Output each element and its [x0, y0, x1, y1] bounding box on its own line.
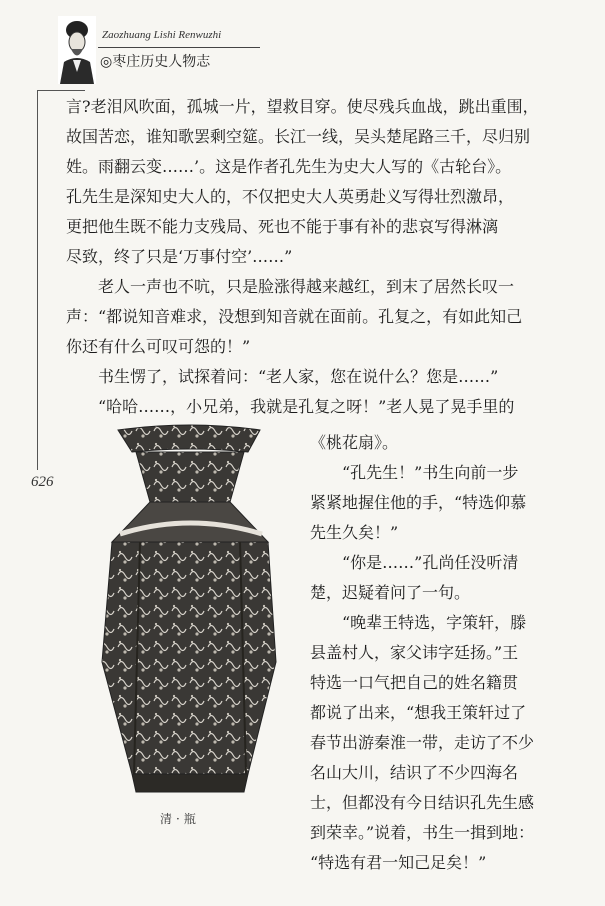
text-line: “你是……”孔尚任没听清	[342, 553, 519, 572]
side-text	[310, 428, 578, 878]
margin-vertical-rule	[37, 90, 38, 470]
text-line: 老人一声也不吭，只是脸涨得越来越红，到末了居然长叹一	[98, 277, 515, 296]
text-line: 言?老泪风吹面，孤城一片，望救目穿。使尽残兵血战，跳出重围，	[66, 97, 539, 116]
text-line: 更把他生既不能力支残局、死也不能于事有补的悲哀写得淋漓	[66, 217, 499, 236]
header-rule	[98, 47, 260, 48]
text-line: 故国苦恋，谁知歌罢剩空筵。长江一线，吴头楚尾路三千，尽归别	[66, 127, 531, 146]
text-line: 声：“都说知音难求，没想到知音就在面前。孔复之，有如此知己	[66, 307, 523, 326]
text-line: 特选一口气把自己的姓名籍贯	[310, 673, 519, 692]
text-line: 孔先生是深知史大人的，不仅把史大人英勇赴义写得壮烈激昂，	[66, 187, 515, 206]
text-line: 春节出游秦淮一带，走访了不少	[310, 733, 535, 752]
text-line: 姓。雨翻云变……’。这是作者孔先生为史大人写的《古轮台》。	[66, 157, 512, 176]
text-line: “晚辈王特选，字策轩，滕	[342, 613, 527, 632]
text-line: 《桃花扇》。	[310, 433, 399, 452]
text-line: 士，但都没有今日结识孔先生感	[310, 793, 535, 812]
text-line: 都说了出来，“想我王策轩过了	[310, 703, 527, 722]
text-line: 你还有什么可叹可怨的！”	[66, 337, 251, 356]
text-line: “特选有君一知己足矣！”	[310, 853, 487, 872]
portrait-image	[58, 16, 96, 84]
text-line: 先生久矣！”	[310, 523, 399, 542]
vase-caption: 清·瓶	[160, 812, 200, 826]
vase-illustration	[80, 422, 300, 798]
text-line: 楚，迟疑着问了一句。	[310, 583, 471, 602]
header-chinese-title: ◎枣庄历史人物志	[100, 54, 211, 70]
text-line: 紧紧地握住他的手，“特选仰慕	[310, 493, 527, 512]
text-line: 县盖村人，家父讳字廷扬。”王	[310, 643, 519, 662]
body-text	[66, 92, 566, 422]
page-number: 626	[31, 474, 54, 490]
header-roman-title: Zaozhuang Lishi Renwuzhi	[102, 29, 222, 41]
text-line: 书生愣了，试探着问：“老人家，您在说什么？您是……”	[98, 367, 499, 386]
margin-horizontal-rule	[37, 90, 85, 91]
text-line: 名山大川，结识了不少四海名	[310, 763, 519, 782]
text-line: “孔先生！”书生向前一步	[342, 463, 519, 482]
text-line: “哈哈……，小兄弟，我就是孔复之呀！”老人晃了晃手里的	[98, 397, 515, 416]
text-line: 尽致，终了只是‘万事付空’……”	[66, 247, 293, 266]
text-line: 到荣幸。”说着，书生一揖到地：	[310, 823, 535, 842]
